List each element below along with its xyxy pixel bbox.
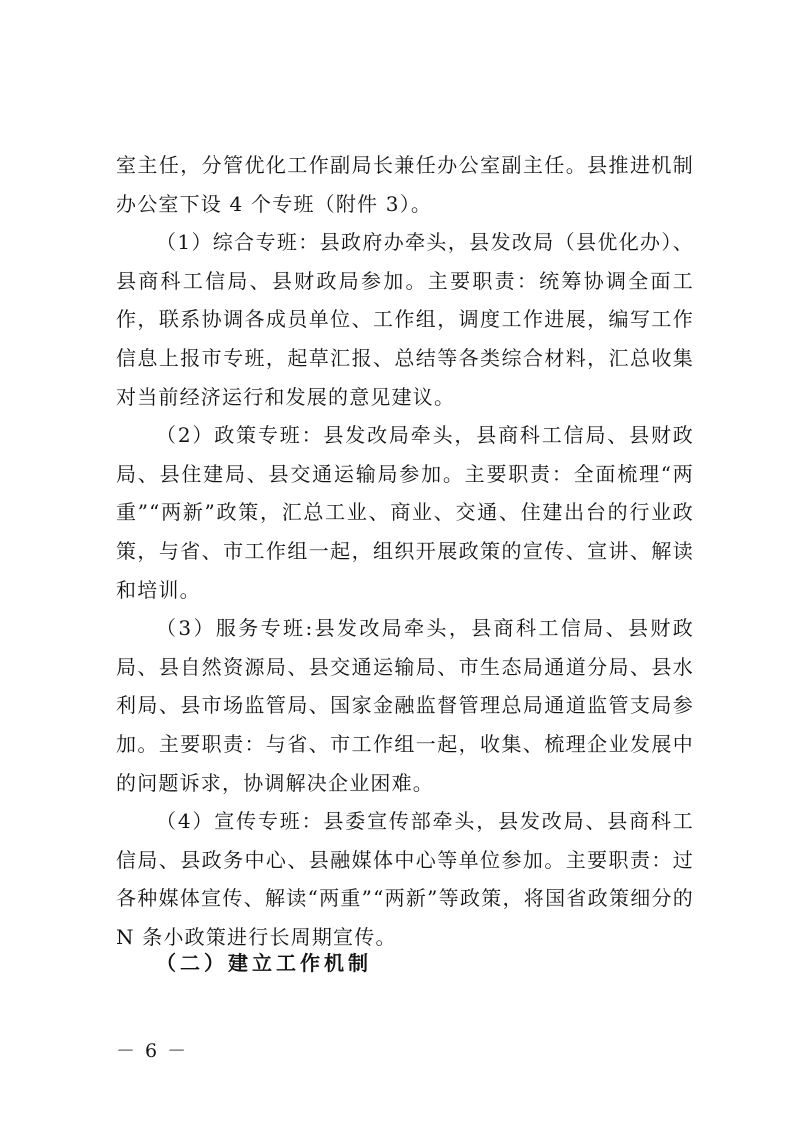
page-number: － 6 － [116,1040,189,1062]
section-heading: （二）建立工作机制 [156,951,372,975]
paragraph-comprehensive-team: （1）综合专班：县政府办牵头，县发改局（县优化办）、县商科工信局、县财政局参加。主要职责：统筹协调全面工作，联系协调各成员单位、工作组，调度工作进展，编写工作信息上报市专班，起草汇报、总结等各类综合材料，汇总收集对当前经济运行和发展的意见建议。 [116,230,694,409]
paragraph-publicity-team: （4）宣传专班：县委宣传部牵头，县发改局、县商科工信局、县政务中心、县融媒体中心等单位参加。主要职责：过各种媒体宣传、解读“两重”“两新”等政策，将国省政策细分的 N 条小政策进行长周期宣传。 [116,809,694,949]
paragraph-continuation: 室主任，分管优化工作副局长兼任办公室副主任。县推进机制办公室下设 4 个专班（附件 3）。 [116,153,694,216]
body-text [116,146,694,956]
paragraph-service-team: （3）服务专班:县发改局牵头，县商科工信局、县财政局、县自然资源局、县交通运输局、市生态局通道分局、县水利局、县市场监管局、国家金融监督管理总局通道监管支局参加。主要职责：与省、市工作组一起，收集、梳理企业发展中的问题诉求，协调解决企业困难。 [116,616,694,795]
paragraph-policy-team: （2）政策专班：县发改局牵头，县商科工信局、县财政局、县住建局、县交通运输局参加。主要职责：全面梳理“两重”“两新”政策，汇总工业、商业、交通、住建出台的行业政策，与省、市工作组一起，组织开展政策的宣传、宣讲、解读和培训。 [116,423,694,602]
